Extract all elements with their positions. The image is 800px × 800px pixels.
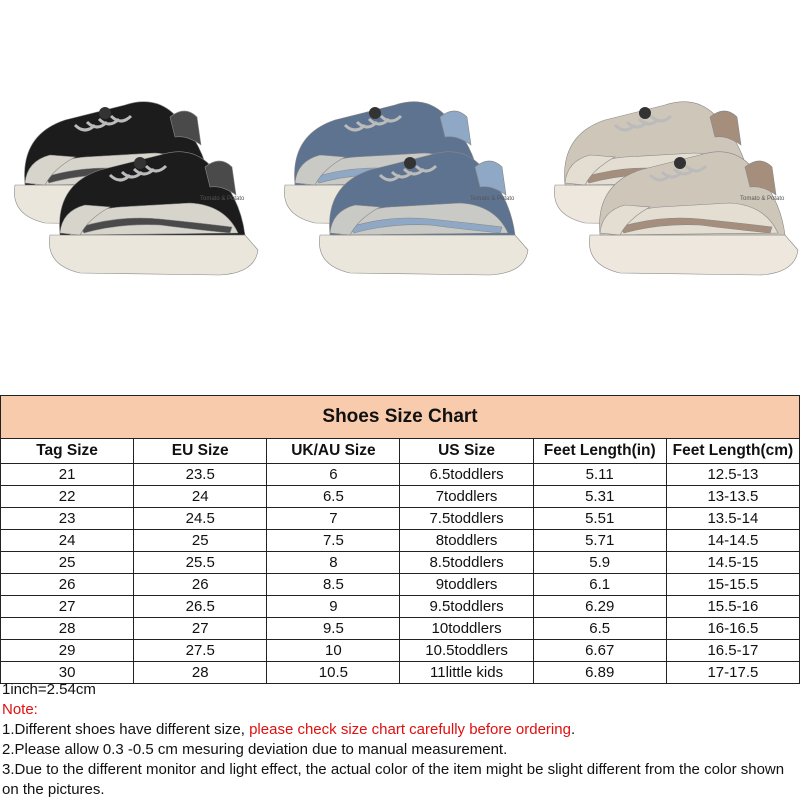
table-cell: 9.5 (267, 618, 400, 640)
table-row (1, 640, 800, 662)
shoe-pair-blue (270, 60, 530, 290)
table-cell: 9.5toddlers (400, 596, 533, 618)
table-cell: 8toddlers (400, 530, 533, 552)
table-cell: 9 (267, 596, 400, 618)
table-cell: 15.5-16 (666, 596, 799, 618)
size-chart-header-row (1, 439, 800, 464)
notes-section (2, 680, 798, 800)
table-cell: 24 (134, 486, 267, 508)
table-cell: 26 (134, 574, 267, 596)
table-cell: 25 (134, 530, 267, 552)
table-cell: 8.5 (267, 574, 400, 596)
table-cell: 7toddlers (400, 486, 533, 508)
table-cell: 6.29 (533, 596, 666, 618)
shoe-sole (589, 235, 798, 275)
size-chart-table (0, 395, 800, 684)
table-cell: 25.5 (134, 552, 267, 574)
lace-toggle (639, 107, 651, 119)
table-cell: 10.5 (267, 662, 400, 684)
shoe-pair-drawing (540, 60, 800, 290)
table-cell: 26.5 (134, 596, 267, 618)
table-cell: 5.9 (533, 552, 666, 574)
table-row (1, 508, 800, 530)
table-row (1, 618, 800, 640)
table-cell: 22 (1, 486, 134, 508)
table-cell: 14-14.5 (666, 530, 799, 552)
shoe-side-text: Tomato & Potato (470, 196, 515, 202)
table-cell: 23 (1, 508, 134, 530)
table-cell: 27.5 (134, 640, 267, 662)
table-row (1, 464, 800, 486)
product-photos (0, 0, 800, 390)
table-cell: 15-15.5 (666, 574, 799, 596)
table-cell: 8 (267, 552, 400, 574)
column-header: EU Size (134, 439, 267, 464)
table-cell: 6 (267, 464, 400, 486)
column-header: Tag Size (1, 439, 134, 464)
table-cell: 6.89 (533, 662, 666, 684)
table-cell: 12.5-13 (666, 464, 799, 486)
size-chart (0, 395, 800, 684)
table-cell: 6.5 (267, 486, 400, 508)
table-cell: 10 (267, 640, 400, 662)
table-cell: 14.5-15 (666, 552, 799, 574)
table-cell: 26 (1, 574, 134, 596)
table-cell: 24.5 (134, 508, 267, 530)
shoe-pair-black (0, 60, 260, 290)
table-row (1, 596, 800, 618)
table-cell: 7.5toddlers (400, 508, 533, 530)
table-cell: 24 (1, 530, 134, 552)
lace-toggle (99, 107, 111, 119)
size-chart-body (1, 464, 800, 684)
table-cell: 6.1 (533, 574, 666, 596)
table-cell: 28 (1, 618, 134, 640)
table-cell: 9toddlers (400, 574, 533, 596)
table-cell: 5.31 (533, 486, 666, 508)
table-row (1, 486, 800, 508)
table-cell: 16-16.5 (666, 618, 799, 640)
note-1-highlight: please check size chart carefully before ordering (249, 721, 571, 738)
table-cell: 7.5 (267, 530, 400, 552)
table-cell: 6.67 (533, 640, 666, 662)
table-cell: 29 (1, 640, 134, 662)
table-cell: 28 (134, 662, 267, 684)
table-row (1, 530, 800, 552)
column-header: Feet Length(cm) (666, 439, 799, 464)
shoe-side-text: Tomato & Potato (200, 196, 245, 202)
table-cell: 8.5toddlers (400, 552, 533, 574)
shoe-pair-beige (540, 60, 800, 290)
shoe-pair-drawing (270, 60, 530, 290)
table-cell: 5.51 (533, 508, 666, 530)
table-cell: 11little kids (400, 662, 533, 684)
size-chart-title: Shoes Size Chart (1, 396, 800, 439)
table-cell: 17-17.5 (666, 662, 799, 684)
shoe-side-text: Tomato & Potato (740, 196, 785, 202)
lace-toggle (369, 107, 381, 119)
table-row (1, 574, 800, 596)
column-header: US Size (400, 439, 533, 464)
lace-toggle (674, 157, 686, 169)
table-cell: 23.5 (134, 464, 267, 486)
shoe-sole (49, 235, 258, 275)
table-cell: 21 (1, 464, 134, 486)
shoe-pair-drawing (0, 60, 260, 290)
table-cell: 13-13.5 (666, 486, 799, 508)
conversion-note: 1inch=2.54cm (2, 681, 96, 698)
lace-toggle (404, 157, 416, 169)
note-1-suffix: . (570, 721, 576, 738)
table-cell: 25 (1, 552, 134, 574)
note-1 (2, 720, 798, 740)
note-1-text: 1.Different shoes have different size, (2, 721, 250, 738)
table-cell: 30 (1, 662, 134, 684)
column-header: UK/AU Size (267, 439, 400, 464)
table-cell: 27 (134, 618, 267, 640)
column-header: Feet Length(in) (533, 439, 666, 464)
table-cell: 10toddlers (400, 618, 533, 640)
table-cell: 6.5 (533, 618, 666, 640)
table-cell: 5.71 (533, 530, 666, 552)
note-2: 2.Please allow 0.3 -0.5 cm mesuring deviation due to manual measurement. (2, 741, 508, 758)
table-cell: 6.5toddlers (400, 464, 533, 486)
table-cell: 27 (1, 596, 134, 618)
note-label: Note: (2, 701, 38, 718)
table-cell: 16.5-17 (666, 640, 799, 662)
table-cell: 7 (267, 508, 400, 530)
table-cell: 13.5-14 (666, 508, 799, 530)
lace-toggle (134, 157, 146, 169)
shoe-sole (319, 235, 528, 275)
table-row (1, 552, 800, 574)
table-cell: 10.5toddlers (400, 640, 533, 662)
note-3: 3.Due to the different monitor and light effect, the actual color of the item might be slight different from the color shown on the pictures. (2, 761, 785, 798)
table-cell: 5.11 (533, 464, 666, 486)
